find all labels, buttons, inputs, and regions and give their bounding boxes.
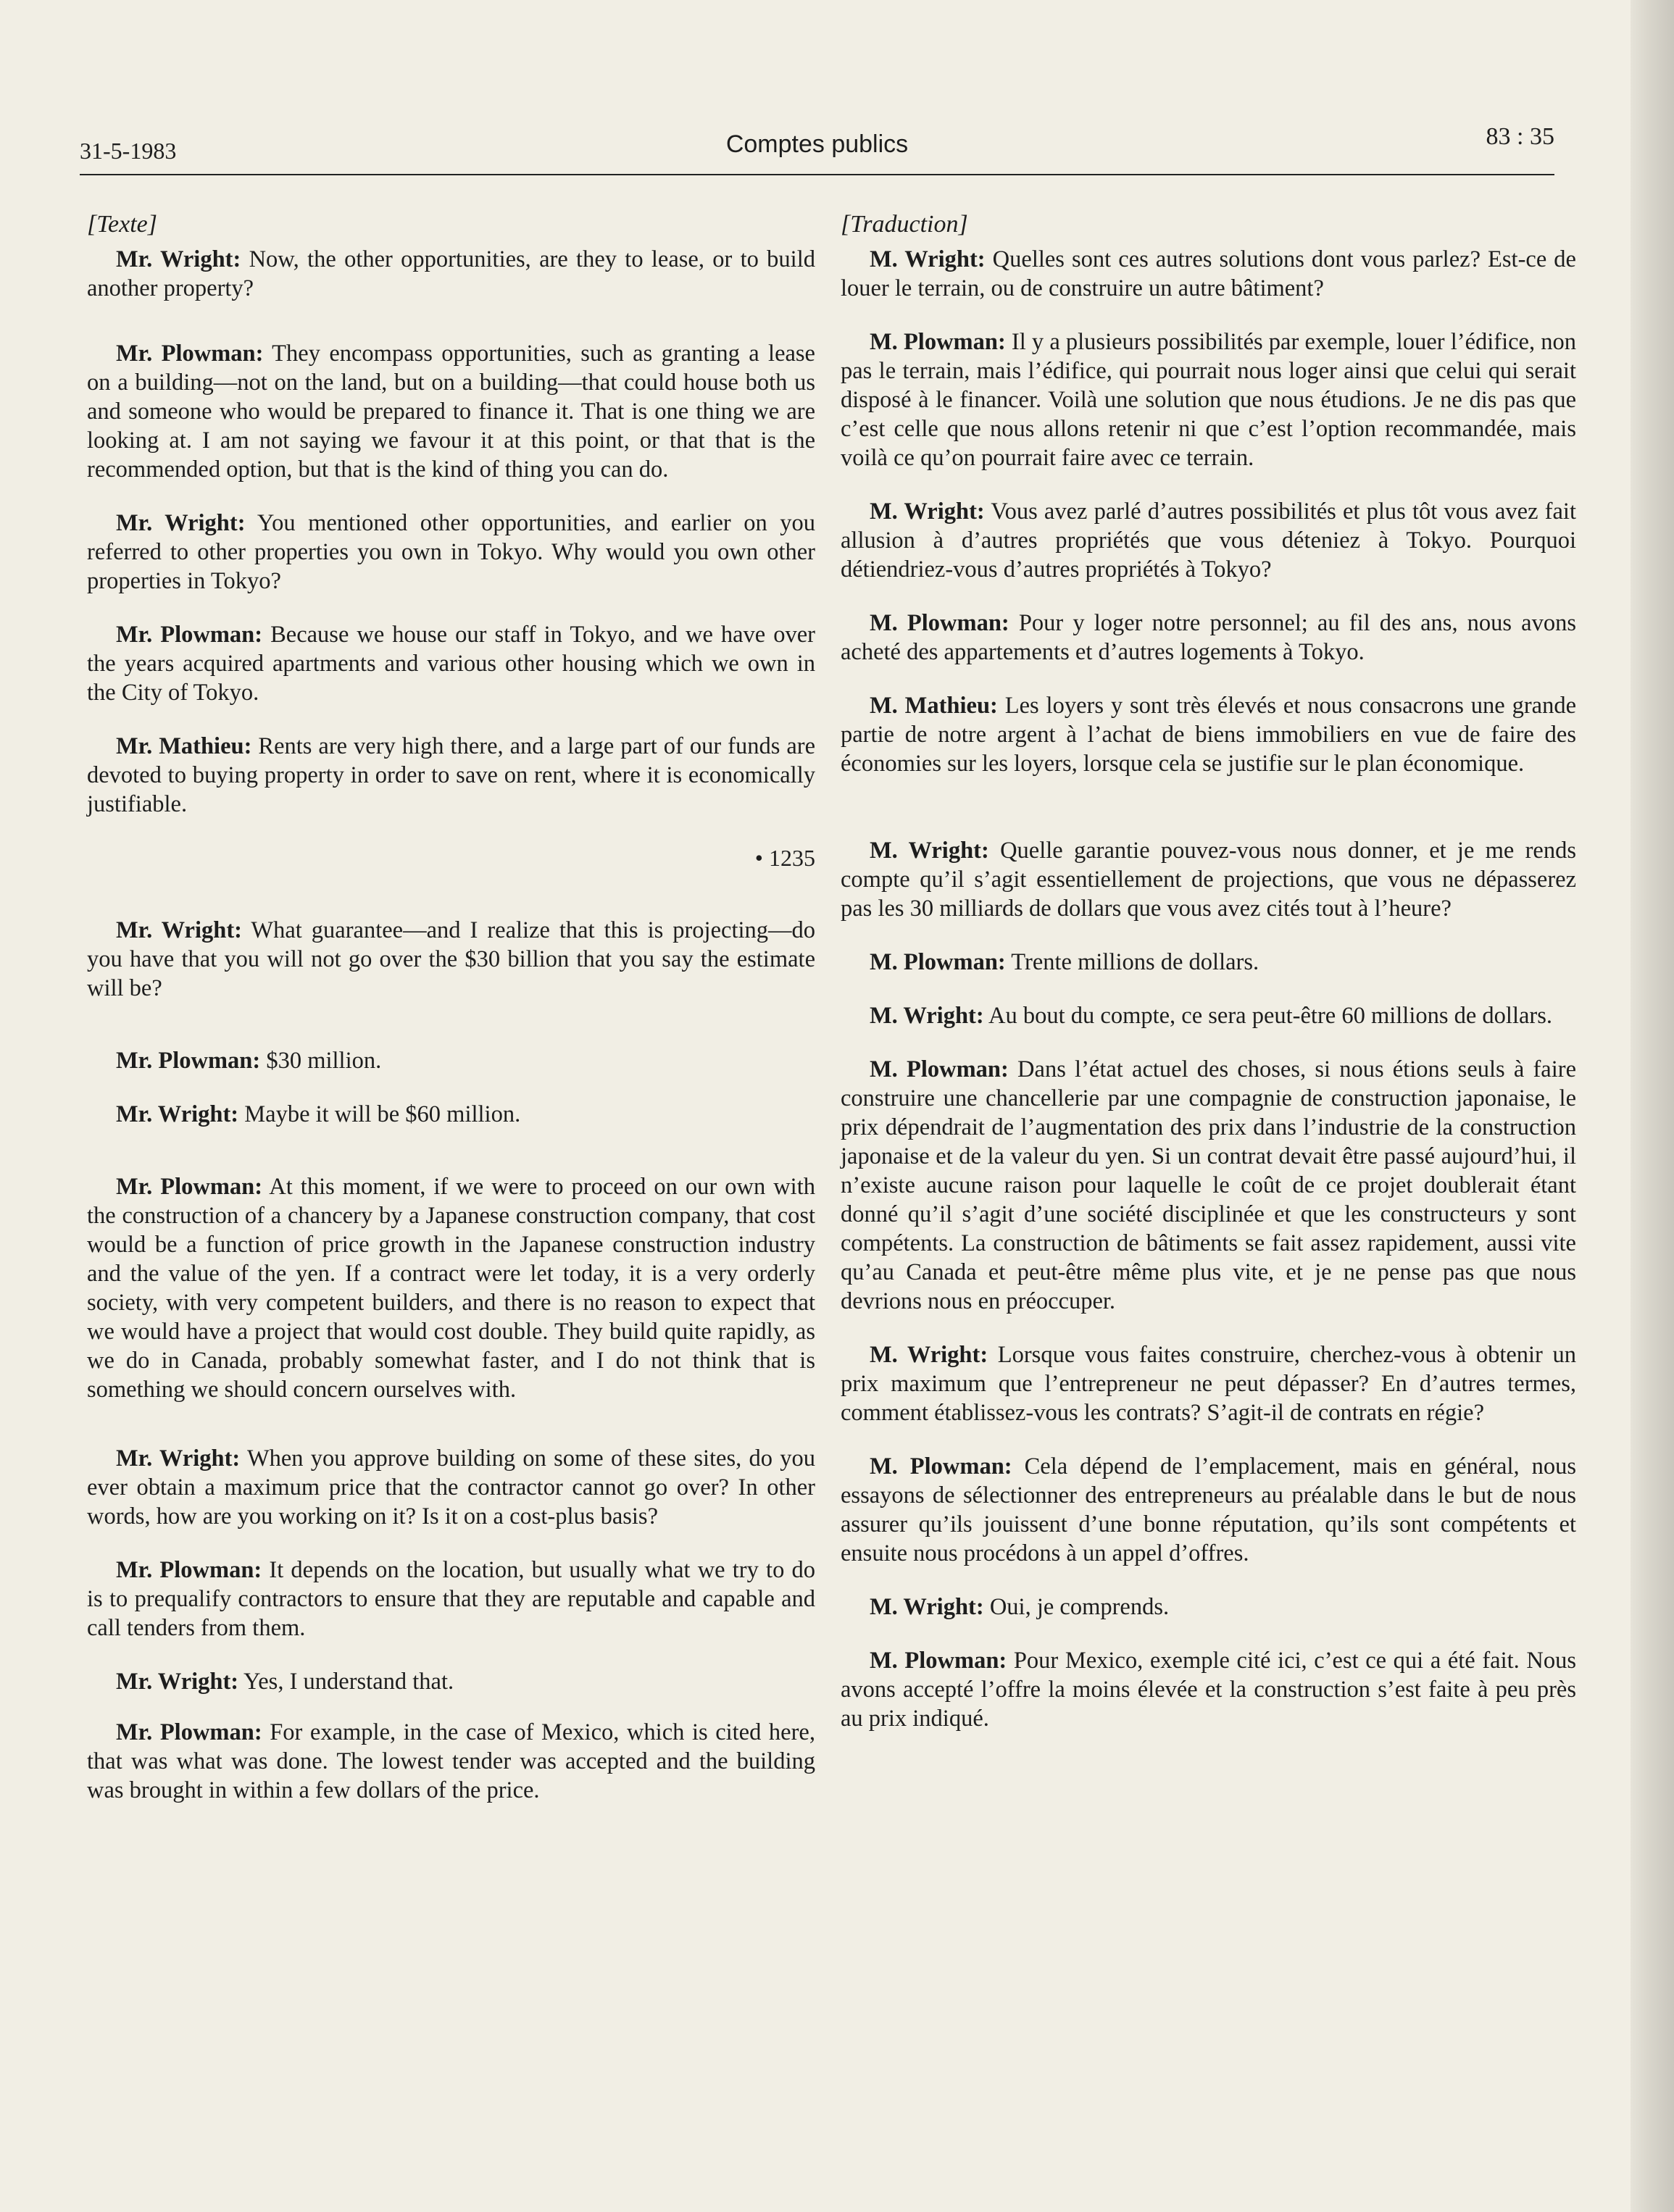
speech-paragraph: [87, 509, 815, 596]
speech-text: Pour y loger notre personnel; au fil des ans, nous avons acheté des appartements et d’autres logements à Tokyo.: [841, 610, 1576, 665]
header-title: Comptes publics: [725, 130, 909, 158]
speaker-name: M. Wright:: [870, 498, 985, 525]
speech-text: Quelles sont ces autres solutions dont vous parlez? Est-ce de louer le terrain, ou de construire un autre bâtiment?: [841, 246, 1576, 301]
speech-paragraph: [87, 1718, 815, 1805]
speech-paragraph: [87, 1046, 815, 1075]
speech-text: When you approve building on some of these sites, do you ever obtain a maximum price that the contractor cannot go over? In other words, how are you working on it? Is it on a cost-plus basis?: [87, 1445, 815, 1529]
speech-paragraph: [87, 1172, 815, 1404]
speaker-name: Mr. Plowman:: [116, 1174, 263, 1200]
speech-text: Cela dépend de l’emplacement, mais en général, nous essayons de sélectionner des entrepreneurs au préalable dans le but de nous assurer qu’ils jouissent d’une bonne réputation, qu’ils sont compétents et ensuite nous procédons à un appel d’offres.: [841, 1453, 1576, 1566]
speaker-name: Mr. Wright:: [116, 917, 242, 943]
speech-paragraph: [841, 691, 1576, 778]
speaker-name: Mr. Wright:: [116, 246, 241, 272]
speech-text: At this moment, if we were to proceed on our own with the construction of a chancery by a Japanese construction company, that cost would be a function of price growth in the Japanese construction industry and the value of the yen. If a contract were let today, it is a very orderly society, with very competent builders, and there is no reason to expect that we would have a project that would cost double. They build quite rapidly, as we do in Canada, probably somewhat faster, and I do not think that is something we should concern ourselves with.: [87, 1174, 815, 1403]
speaker-name: Mr. Plowman:: [116, 1719, 262, 1745]
speech-text: $30 million.: [260, 1048, 382, 1074]
speech-text: It depends on the location, but usually what we try to do is to prequalify contractors to ensure that they are reputable and capable and call tenders from them.: [87, 1557, 815, 1641]
speech-text: Because we house our staff in Tokyo, and we have over the years acquired apartments and various other housing which we own in the City of Tokyo.: [87, 622, 815, 706]
speaker-name: M. Wright:: [870, 1594, 984, 1620]
column-tag: [Traduction]: [841, 211, 968, 238]
speech-text: Pour Mexico, exemple cité ici, c’est ce qui a été fait. Nous avons accepté l’offre la moins élevée et la construction s’est faite à peu près au prix indiqué.: [841, 1648, 1576, 1732]
speech-text: Il y a plusieurs possibilités par exemple, louer l’édifice, non pas le terrain, mais l’édifice, qui pourrait nous loger ainsi que celui qui serait disposé à le financer. Voilà une solution que nous étudions. Je ne dis pas que c’est celle que nous allons retenir ni que c’est l’option recommandée, mais voilà ce qu’on pourrait faire avec ce terrain.: [841, 329, 1577, 471]
speech-text: Au bout du compte, ce sera peut-être 60 millions de dollars.: [983, 1003, 1553, 1029]
speaker-name: Mr. Wright:: [116, 1101, 239, 1127]
speaker-name: M. Plowman:: [870, 610, 1009, 636]
speech-paragraph: [87, 1444, 815, 1531]
speech-text: Trente millions de dollars.: [1005, 949, 1259, 975]
speech-paragraph: [87, 916, 815, 1003]
speaker-name: Mr. Plowman:: [116, 622, 263, 648]
speech-text: Vous avez parlé d’autres possibilités et plus tôt vous avez fait allusion à d’autres propriétés que vous déteniez à Tokyo. Pourquoi détiendriez-vous d’autres propriétés à Tokyo?: [841, 498, 1576, 583]
speech-text: For example, in the case of Mexico, which is cited here, that was what was done. The lowest tender was accepted and the building was brought in within a few dollars of the price.: [87, 1719, 815, 1803]
speaker-name: Mr. Wright:: [116, 1445, 241, 1472]
header-rule: [80, 174, 1554, 175]
speech-paragraph: [87, 732, 815, 819]
timestamp: • 1235: [754, 845, 815, 871]
speaker-name: M. Plowman:: [870, 1648, 1007, 1674]
english-paragraphs-b: [87, 916, 815, 1805]
speaker-name: M. Wright:: [870, 246, 986, 272]
english-column: [87, 210, 815, 1829]
speaker-name: M. Plowman:: [870, 949, 1006, 975]
speech-paragraph: [87, 339, 815, 484]
speech-text: Maybe it will be $60 million.: [238, 1101, 521, 1127]
speech-text: You mentioned other opportunities, and earlier on you referred to other properties you own in Tokyo. Why would you own other properties in Tokyo?: [87, 510, 815, 594]
speech-paragraph: [841, 836, 1576, 923]
speech-paragraph: [87, 1100, 815, 1129]
speech-paragraph: [87, 1556, 815, 1643]
speech-paragraph: [841, 1646, 1576, 1733]
header-date: 31-5-1983: [80, 138, 177, 164]
page-binding-edge: [1631, 0, 1674, 2212]
page-number: 83 : 35: [1486, 123, 1554, 150]
speech-text: Now, the other opportunities, are they to lease, or to build another property?: [87, 246, 815, 301]
speaker-name: M. Mathieu:: [870, 693, 998, 719]
speaker-name: Mr. Mathieu:: [116, 733, 252, 759]
speech-paragraph: [841, 1001, 1576, 1030]
speech-paragraph: [841, 1055, 1576, 1316]
speech-text: Quelle garantie pouvez-vous nous donner, et je me rends compte qu’il s’agit essentiellement de projections, que vous ne dépasserez pas les 30 milliards de dollars que vous avez cités tout à l’heure?: [841, 838, 1576, 922]
french-paragraphs: [841, 245, 1576, 1733]
speaker-name: M. Plowman:: [870, 329, 1006, 355]
speaker-name: M. Wright:: [870, 1342, 988, 1368]
speaker-name: Mr. Plowman:: [116, 1557, 262, 1583]
speech-paragraph: [87, 245, 815, 303]
speaker-name: M. Plowman:: [870, 1453, 1012, 1479]
speech-text: They encompass opportunities, such as granting a lease on a building—not on the land, but on a building—that could house both us and someone who would be prepared to finance it. That is one thing we are looking at. I am not saying we favour it at this point, or that that is the recommended option, but that is the kind of thing you can do.: [87, 341, 815, 483]
speech-paragraph: [841, 948, 1576, 977]
speech-paragraph: [87, 1667, 815, 1696]
speaker-name: M. Wright:: [870, 1003, 984, 1029]
speaker-name: Mr. Plowman:: [116, 341, 264, 367]
speech-text: Yes, I understand that.: [238, 1669, 454, 1695]
speaker-name: Mr. Wright:: [116, 1669, 239, 1695]
speech-paragraph: [841, 327, 1576, 472]
speech-text: What guarantee—and I realize that this is projecting—do you have that you will not go over the $30 billion that you say the estimate will be?: [87, 917, 815, 1001]
speaker-name: Mr. Plowman:: [116, 1048, 261, 1074]
running-header: [80, 123, 1554, 174]
speech-paragraph: [87, 620, 815, 707]
speaker-name: M. Plowman:: [870, 1056, 1009, 1082]
speech-paragraph: [841, 1452, 1576, 1568]
speech-paragraph: [841, 1340, 1576, 1427]
speech-paragraph: [841, 497, 1576, 584]
speech-paragraph: [841, 245, 1576, 303]
speech-paragraph: [841, 1593, 1576, 1622]
speaker-name: M. Wright:: [870, 838, 989, 864]
column-tag: [Texte]: [87, 211, 157, 238]
speech-text: Les loyers y sont très élevés et nous consacrons une grande partie de notre argent à l’achat de biens immobiliers en vue de faire des économies sur les loyers, lorsque cela se justifie sur le plan économique.: [841, 693, 1576, 777]
speech-text: Lorsque vous faites construire, cherchez-vous à obtenir un prix maximum que l’entrepreneur ne peut dépasser? En d’autres termes, comment établissez-vous les contrats? S’agit-il de contrats en régie?: [841, 1342, 1576, 1426]
english-paragraphs-a: [87, 245, 815, 819]
speech-paragraph: [841, 609, 1576, 667]
french-column: [841, 210, 1576, 1758]
speech-text: Oui, je comprends.: [983, 1594, 1170, 1620]
speech-text: Dans l’état actuel des choses, si nous étions seuls à faire construire une chancellerie par une compagnie de construction japonaise, le prix dépendrait de l’augmentation des prix dans l’industrie de la construction japonaise et de la valeur du yen. Si un contrat devait être passé aujourd’hui, il n’existe aucune raison pour laquelle le coût de ce projet doublerait étant donné qu’il s’agit d’une société disciplinée et que les constructeurs y sont compétents. La construction de bâtiments se fait assez rapidement, aussi vite qu’au Canada et peut-être même plus vite, et je ne pense pas que nous devrions nous en préoccuper.: [841, 1056, 1577, 1314]
speech-text: Rents are very high there, and a large part of our funds are devoted to buying property in order to save on rent, where it is economically justifiable.: [87, 733, 815, 817]
speaker-name: Mr. Wright:: [116, 510, 246, 536]
